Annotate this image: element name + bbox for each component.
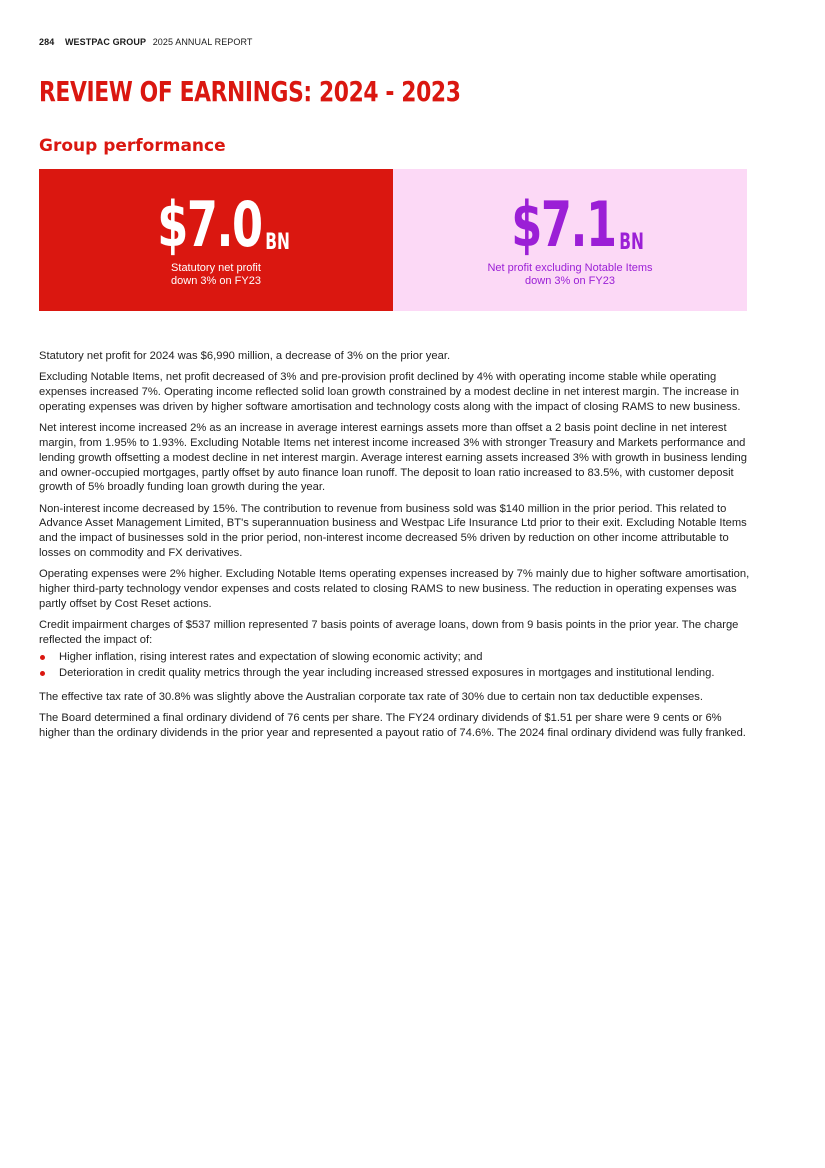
highlight-panels <box>39 169 747 311</box>
statutory-profit-metric <box>39 187 393 263</box>
statutory-profit-caption <box>39 262 393 288</box>
statutory-profit-panel <box>39 169 393 311</box>
caption-line: Statutory net profit <box>171 262 261 274</box>
paragraph: Statutory net profit for 2024 was $6,990 million, a decrease of 3% on the prior year. <box>39 350 451 362</box>
page-number: 284 <box>39 37 55 47</box>
bullet-text: Deterioration in credit quality metrics through the year including increased stressed exposures in mortgages and institutional lending. <box>59 667 715 680</box>
caption-line: Net profit excluding Notable Items <box>487 262 653 274</box>
bullet-text: Higher inflation, rising interest rates and expectation of slowing economic activity; and <box>59 650 483 663</box>
report-name: 2025 ANNUAL REPORT <box>152 37 253 47</box>
bullet-item <box>39 650 751 665</box>
caption-line: down 3% on FY23 <box>171 275 261 287</box>
section-subtitle: Group performance <box>39 136 226 156</box>
statutory-profit-value: $7.0 <box>157 188 262 261</box>
net-profit-ex-notable-caption <box>393 262 747 288</box>
net-profit-ex-notable-metric <box>393 187 747 263</box>
paragraph: The Board determined a final ordinary dividend of 76 cents per share. The FY24 ordinary dividends of $1.51 per share were 9 cents or 6% higher than the ordinary dividends in the prior year and represented a payout ratio of 74.6%. The 2024 final ordinary dividend was fully franked. <box>39 712 746 740</box>
paragraph: Net interest income increased 2% as an increase in average interest earnings assets more than offset a 2 basis point decline in net interest margin, from 1.95% to 1.93%. Excluding Notable Items net interest income increased 3% with stronger Treasury and Markets performance and lending growth offsetting a modest decline in net interest margin. Average interest earning assets increased 3% with growth in business lending and owner-occupied mortgages, partly offset by auto finance loan runoff. The deposit to loan ratio increased to 83.5%, with customer deposit growth of 5% broadly funding loan growth during the year. <box>39 422 747 494</box>
company-name: WESTPAC GROUP <box>64 37 147 47</box>
bullet-item <box>39 666 751 681</box>
bullet-dot-icon <box>40 655 45 660</box>
page-header <box>39 37 253 47</box>
paragraph: Operating expenses were 2% higher. Excluding Notable Items operating expenses increased by 7% mainly due to higher software amortisation, higher third-party technology vendor expenses and costs related to closing RAMS to new business. The reduction in operating expenses was partly offset by Cost Reset actions. <box>39 568 750 610</box>
net-profit-ex-notable-value: $7.1 <box>511 188 616 261</box>
page-title: REVIEW OF EARNINGS: 2024 - 2023 <box>39 75 461 108</box>
net-profit-ex-notable-unit: BN <box>619 230 644 255</box>
paragraph: The effective tax rate of 30.8% was slightly above the Australian corporate tax rate of 30% due to certain non tax deductible expenses. <box>39 690 703 703</box>
caption-line: down 3% on FY23 <box>525 275 615 287</box>
bullet-dot-icon <box>40 671 45 676</box>
paragraph: Credit impairment charges of $537 million represented 7 basis points of average loans, down from 9 basis points in the prior year. The charge reflected the impact of: <box>39 619 739 647</box>
paragraph: Non-interest income decreased by 15%. The contribution to revenue from business sold was $140 million in the prior period. This related to Advance Asset Management Limited, BT's superannuation business and Westpac Life Insurance Ltd prior to their exit. Excluding Notable Items and the impact of businesses sold in the prior period, non-interest income decreased 5% driven by reduction on other income attributable to losses on commodity and FX derivatives. <box>39 502 747 560</box>
statutory-profit-unit: BN <box>265 230 290 255</box>
bullet-list <box>39 650 751 681</box>
paragraph: Excluding Notable Items, net profit decreased of 3% and pre-provision profit declined by 4% with operating income stable while operating expenses increased 7%. Operating income reflected solid loan growth constrained by a modest decline in net interest margin. The increase in operating expenses was driven by higher software amortisation and technology costs along with the impact of closing RAMS to new business. <box>39 371 741 413</box>
body-text <box>39 349 751 747</box>
net-profit-ex-notable-panel <box>393 169 747 311</box>
